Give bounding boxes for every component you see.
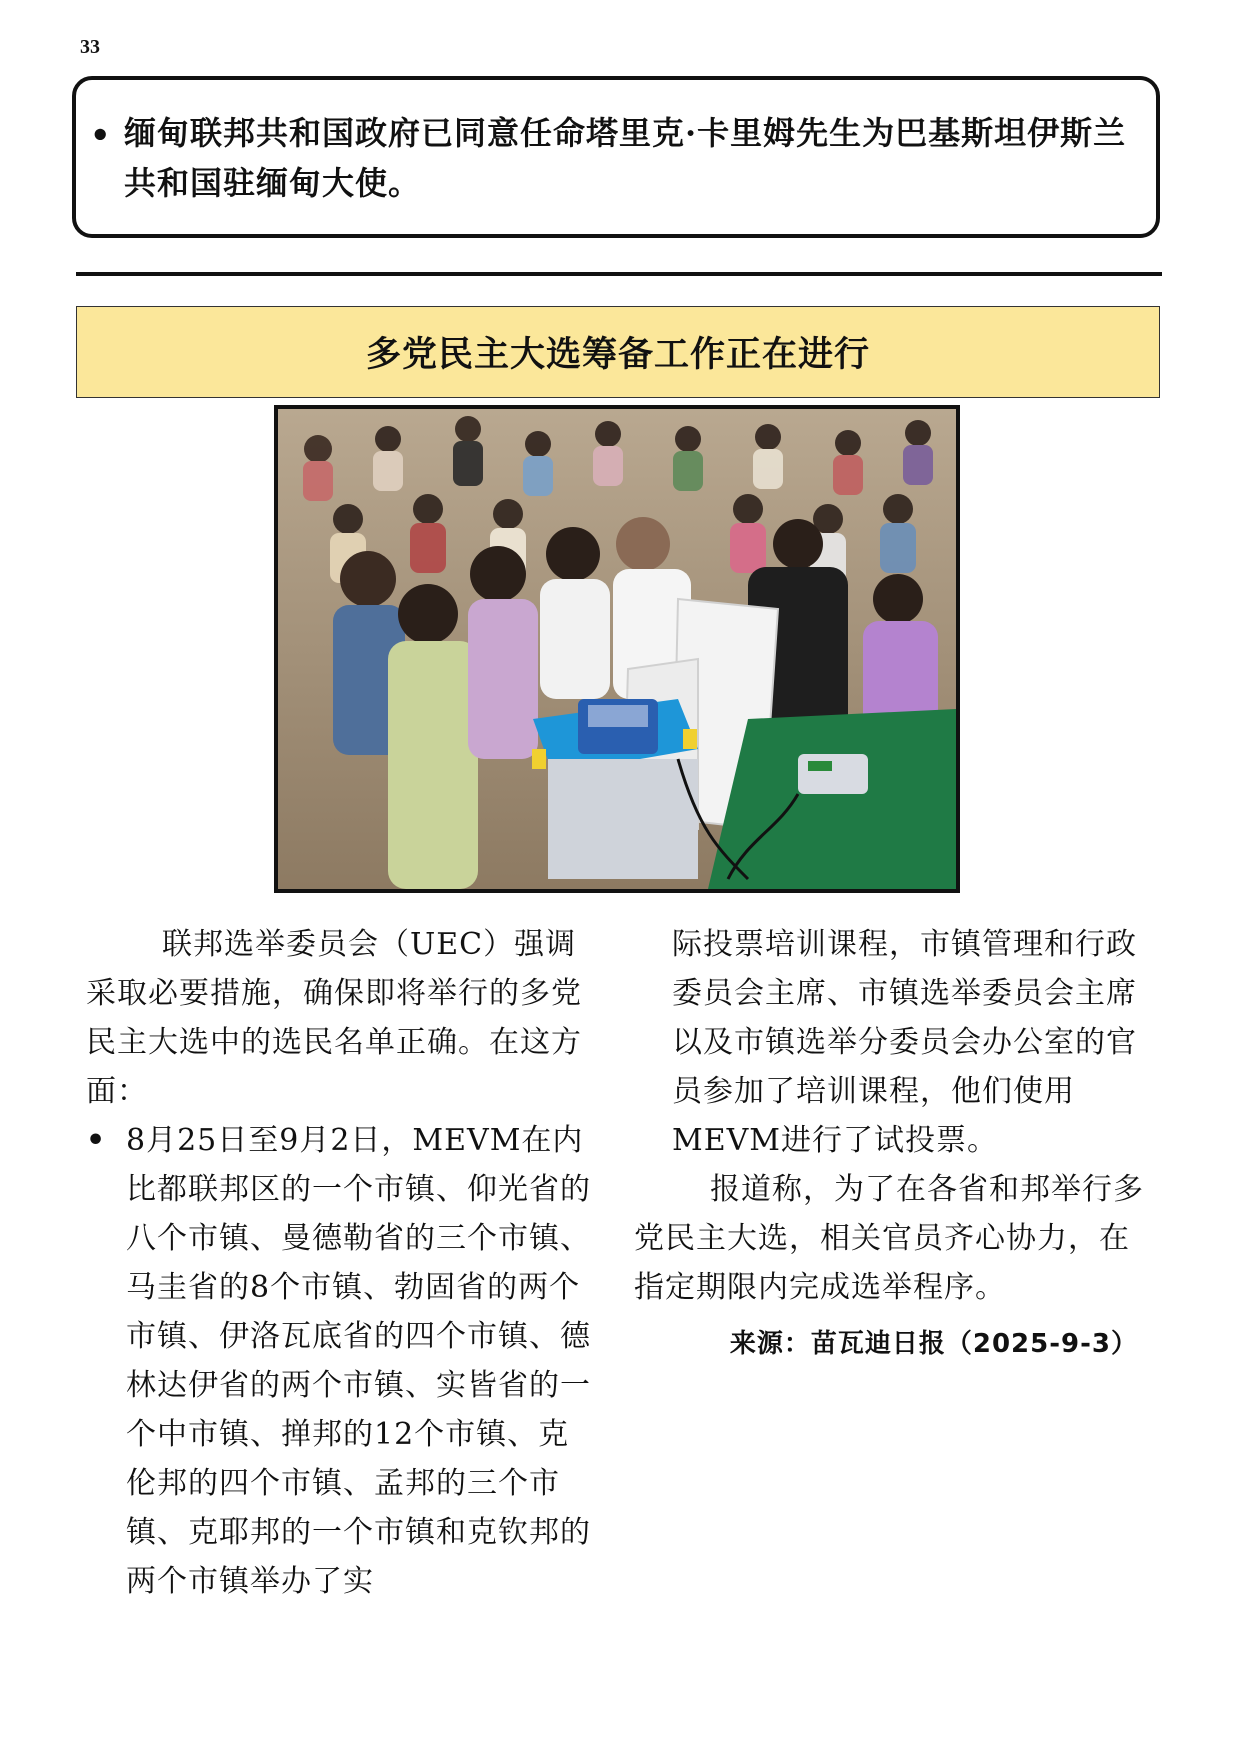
article-column-left: [86, 920, 596, 1606]
article-photo: [274, 405, 960, 893]
section-divider: [76, 272, 1162, 276]
article-column-right: [634, 920, 1144, 1369]
intro-paragraph: 联邦选举委员会（UEC）强调采取必要措施，确保即将举行的多党民主大选中的选民名单正确。在这方面：: [86, 927, 582, 1109]
source-credit: 来源：苗瓦迪日报（2025-9-3）: [729, 1329, 1138, 1359]
bullet-icon: •: [86, 1123, 107, 1158]
bullet-text: 8月25日至9月2日，MEVM在内比都联邦区的一个市镇、仰光省的八个市镇、曼德勒省的三个市镇、马圭省的8个市镇、勃固省的两个市镇、伊洛瓦底省的四个市镇、德林达伊省的两个市镇、实皆省的一个中市镇、掸邦的12个市镇、克伦邦的四个市镇、孟邦的三个市镇、克耶邦的一个市镇和克钦邦的两个市镇举办了实: [126, 1123, 591, 1599]
headline-banner: [76, 306, 1160, 398]
article-headline: 多党民主大选筹备工作正在进行: [365, 335, 870, 375]
closing-paragraph: 报道称，为了在各省和邦举行多党民主大选，相关官员齐心协力，在指定期限内完成选举程序。: [634, 1172, 1144, 1305]
voting-machine-demo-photo: [278, 409, 956, 889]
bullet-icon: •: [90, 116, 111, 154]
page-number: 33: [80, 36, 100, 58]
bullet-continuation: 际投票培训课程，市镇管理和行政委员会主席、市镇选举委员会主席以及市镇选举分委员会办公室的官员参加了培训课程，他们使用MEVM进行了试投票。: [672, 927, 1137, 1158]
notice-box: [72, 76, 1160, 238]
notice-text: 缅甸联邦共和国政府已同意任命塔里克·卡里姆先生为巴基斯坦伊斯兰共和国驻缅甸大使。: [124, 114, 1127, 202]
list-item: [86, 1116, 596, 1606]
